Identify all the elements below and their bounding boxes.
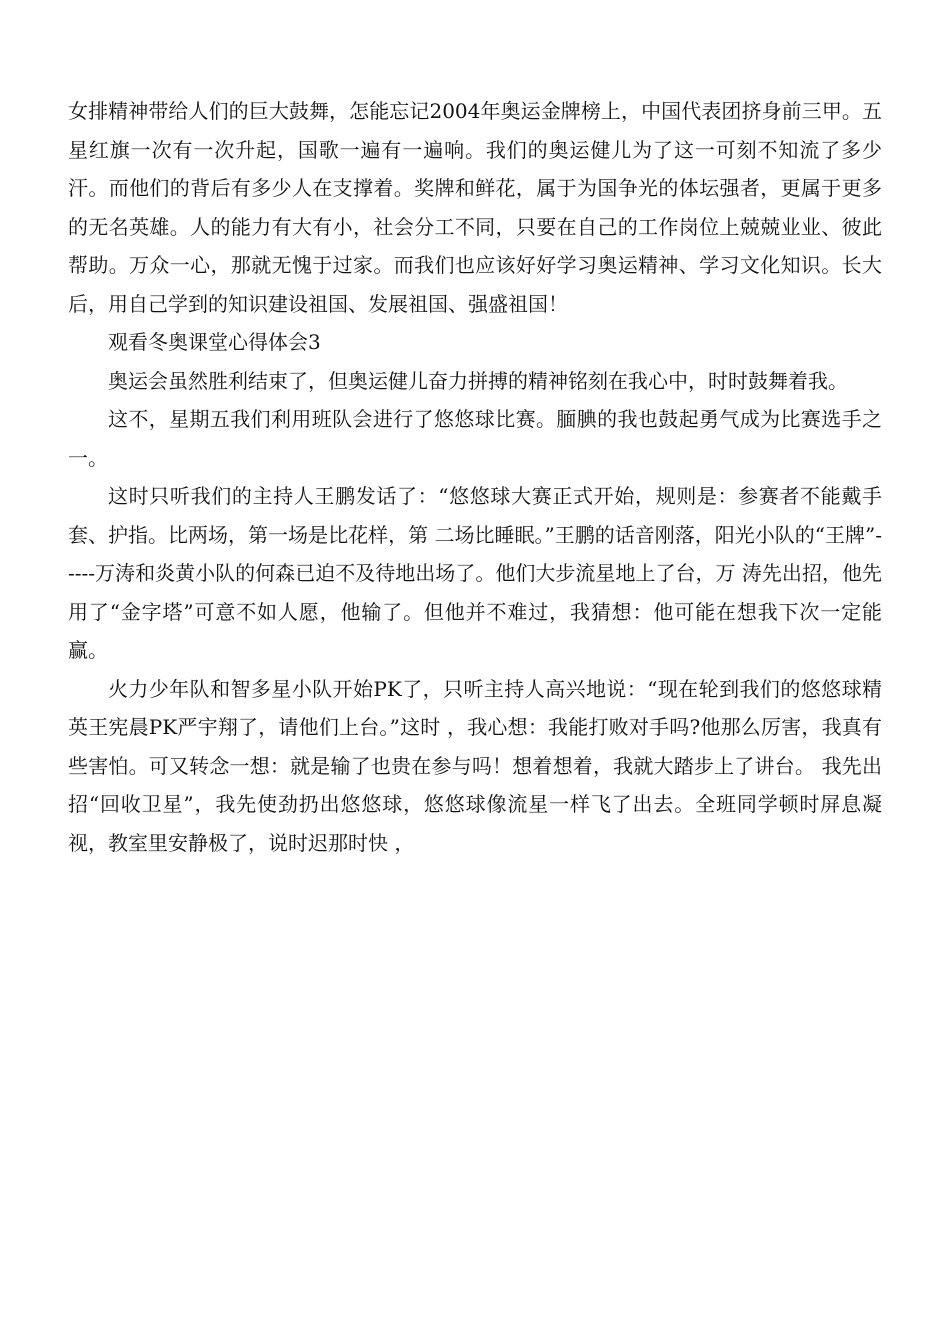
section-heading: 观看冬奥课堂心得体会3 [108, 330, 321, 354]
paragraph-5: 火力少年队和智多星小队开始PK了，只听主持人高兴地说：“现在轮到我们的悠悠球精英王宪晨PK严宇翔了，请他们上台。”这时 ，我心想：我能打败对手吗?他那么厉害，我真有些害怕。可又转念一想：就是输了也贵在参与吗！想着想着，我就大踏步上了讲台。 我先出招“回收卫星”，我先使劲扔出悠悠球，悠悠球像流星一样飞了出去。全班同学顿时屏息凝视，教室里安静极了，说时迟那时快 ， [68, 676, 882, 855]
paragraph-2: 奥运会虽然胜利结束了，但奥运健儿奋力拼搏的精神铭刻在我心中，时时鼓舞着我。 [108, 368, 848, 393]
paragraph-4: 这时只听我们的主持人王鹏发话了：“悠悠球大赛正式开始，规则是：参赛者不能戴手套、护指。比两场，第一场是比花样，第 二场比睡眠。”王鹏的话音刚落，阳光小队的“王牌”-----万涛和炎黄小队的何森已迫不及待地出场了。他们大步流星地上了台，万 涛先出招，他先用了“金字塔”可意不如人愿，他输了。但他并不难过，我猜想：他可能在想我下次一定能赢。 [68, 484, 882, 662]
paragraph-1: 女排精神带给人们的巨大鼓舞，怎能忘记2004年奥运金牌榜上，中国代表团挤身前三甲。五星红旗一次有一次升起，国歌一遍有一遍响。我们的奥运健儿为了这一可刻不知流了多少汗。而他们的背后有多少人在支撑着。奖牌和鲜花，属于为国争光的体坛强者，更属于更多的无名英雄。人的能力有大有小，社会分工不同，只要在自己的工作岗位上兢兢业业、彼此帮助。万众一心，那就无愧于过家。而我们也应该好好学习奥运精神、学习文化知识。长大后，用自己学到的知识建设祖国、发展祖国、强盛祖国！ [68, 99, 882, 316]
paragraph-3: 这不，星期五我们利用班队会进行了悠悠球比赛。腼腆的我也鼓起勇气成为比赛选手之一。 [68, 407, 882, 470]
document-body [68, 92, 882, 862]
